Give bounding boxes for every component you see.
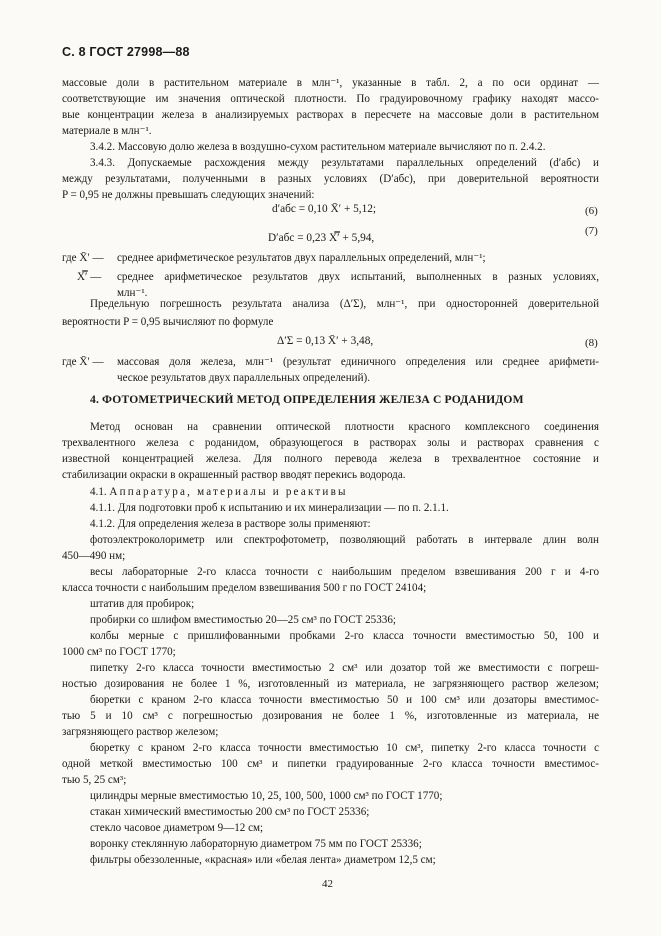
text-line: бюретку с краном 2-го класса точности вместимостью 10 см³, пипетку 2-го класса точности с (90, 742, 599, 754)
text-line: воронку стеклянную лабораторную диаметром 75 мм по ГОСТ 25336; (90, 838, 422, 850)
text-line: вые концентрации железа в анализируемых растворах в пересчете на массовые доли в растительном (62, 109, 599, 121)
text-line: тью 5, 25 см³; (62, 774, 127, 786)
page-header: С. 8 ГОСТ 27998—88 (62, 45, 190, 59)
text-line: 450—490 нм; (62, 550, 126, 562)
text-line: трехвалентного железа с роданидом, образующегося в растворах золы и растворах сравнения с (62, 437, 599, 449)
text-line: 3.4.2. Массовую долю железа в воздушно-сухом растительном материале вычисляют по п. 2.4.2. (90, 141, 546, 153)
text-line: бюретки с краном 2-го класса точности вместимостью 50 и 100 см³ или дозаторы вместимос- (90, 694, 599, 706)
text-line: стакан химический вместимостью 200 см³ по ГОСТ 25336; (90, 806, 370, 818)
text-line: загрязняющего раствор железом; (62, 726, 219, 738)
text-line: стабилизации окраски в окрашенный раствор вводят перекись водорода. (62, 469, 406, 481)
text-line: 1000 см³ по ГОСТ 1770; (62, 646, 176, 658)
text-line: известной концентрацией железа. Для полного перевода железа в трехвалентное состояние и (62, 453, 599, 465)
text-line: одной меткой вместимостью 100 см³ и пипетки градуированные 2-го класса точности вместимос- (62, 758, 599, 770)
equation-number-6: (6) (585, 205, 598, 217)
text-line: фотоэлектроколориметр или спектрофотометр, позволяющий работать в интервале длин волн (90, 534, 599, 546)
text-line: цилиндры мерные вместимостью 10, 25, 100, 500, 1000 см³ по ГОСТ 1770; (90, 790, 443, 802)
where-definition: ческое результатов двух параллельных определений). (117, 372, 370, 384)
text-line: пипетку 2-го класса точности вместимостью 2 см³ или дозатор той же вместимости с погреш- (90, 662, 599, 674)
text-line: 3.4.3. Допускаемые расхождения между результатами параллельных определений (d′абс) и (90, 157, 599, 169)
where-symbol: где X̄′ — (62, 252, 104, 264)
formula-8: Δ′Σ = 0,13 X̄′ + 3,48, (277, 335, 374, 347)
text-line: Предельную погрешность результата анализа (Δ′Σ), млн⁻¹, при односторонней доверительной (90, 298, 599, 310)
text-line: между результатами, полученными в разных условиях (D′абс), при доверительной вероятности (62, 173, 599, 185)
text-line: массовые доли в растительном материале в млн⁻¹, указанные в табл. 2, а по оси ординат — (62, 77, 599, 89)
where-definition: среднее арифметическое результатов двух испытаний, выполненных в разных условиях, (117, 271, 599, 283)
text-line: материале в млн⁻¹. (62, 125, 152, 137)
formula-7: D′абс = 0,23 X̿′ + 5,94, (268, 232, 375, 244)
text-line: тью 5 и 10 см³ с погрешностью дозирования не более 1 %, изготовленные из материала, не (62, 710, 599, 722)
subsection-heading: 4.1. Аппаратура, материалы и реактивы (90, 486, 348, 498)
text-line: 4.1.2. Для определения железа в растворе золы применяют: (90, 518, 371, 530)
equation-number-7: (7) (585, 225, 598, 237)
text-line: фильтры обеззоленные, «красная» или «белая лента» диаметром 12,5 см; (90, 854, 436, 866)
where-definition: массовая доля железа, млн⁻¹ (результат единичного определения или среднее арифмети- (117, 356, 599, 368)
page-number: 42 (322, 878, 333, 890)
text-line: соответствующие им значения оптической плотности. По градуировочному графику находят массо- (62, 93, 599, 105)
text-line: пробирки со шлифом вместимостью 20—25 см³ по ГОСТ 25336; (90, 614, 396, 626)
where-definition: млн⁻¹. (117, 287, 148, 299)
text-line: класса точности с наибольшим пределом взвешивания 500 г по ГОСТ 24104; (62, 582, 427, 594)
text-line: стекло часовое диаметром 9—12 см; (90, 822, 264, 834)
where-symbol: где X̄′ — (62, 356, 104, 368)
text-line: 4.1.1. Для подготовки проб к испытанию и их минерализации — по п. 2.1.1. (90, 502, 449, 514)
text-line: вероятности P = 0,95 вычисляют по формуле (62, 316, 274, 328)
text-line: Метод основан на сравнении оптической плотности красного комплексного соединения (90, 421, 599, 433)
formula-6: d′абс = 0,10 X̄′ + 5,12; (272, 203, 377, 215)
equation-number-8: (8) (585, 337, 598, 349)
text-line: штатив для пробирок; (90, 598, 195, 610)
text-line: ностью дозирования не более 1 %, изготовленный из материала, не загрязняющего раствор железом; (62, 678, 599, 690)
where-definition: среднее арифметическое результатов двух параллельных определений, млн⁻¹; (117, 252, 486, 264)
text-line: колбы мерные с пришлифованными пробками 2-го класса точности вместимостью 50, 100 и (90, 630, 599, 642)
section-title: 4. ФОТОМЕТРИЧЕСКИЙ МЕТОД ОПРЕДЕЛЕНИЯ ЖЕЛЕЗА С РОДАНИДОМ (90, 393, 524, 406)
text-line: P = 0,95 не должны превышать следующих значений: (62, 189, 315, 201)
where-symbol: X̿′ — (77, 271, 102, 283)
text-line: весы лабораторные 2-го класса точности с наибольшим пределом взвешивания 200 г и 4-го (90, 566, 599, 578)
